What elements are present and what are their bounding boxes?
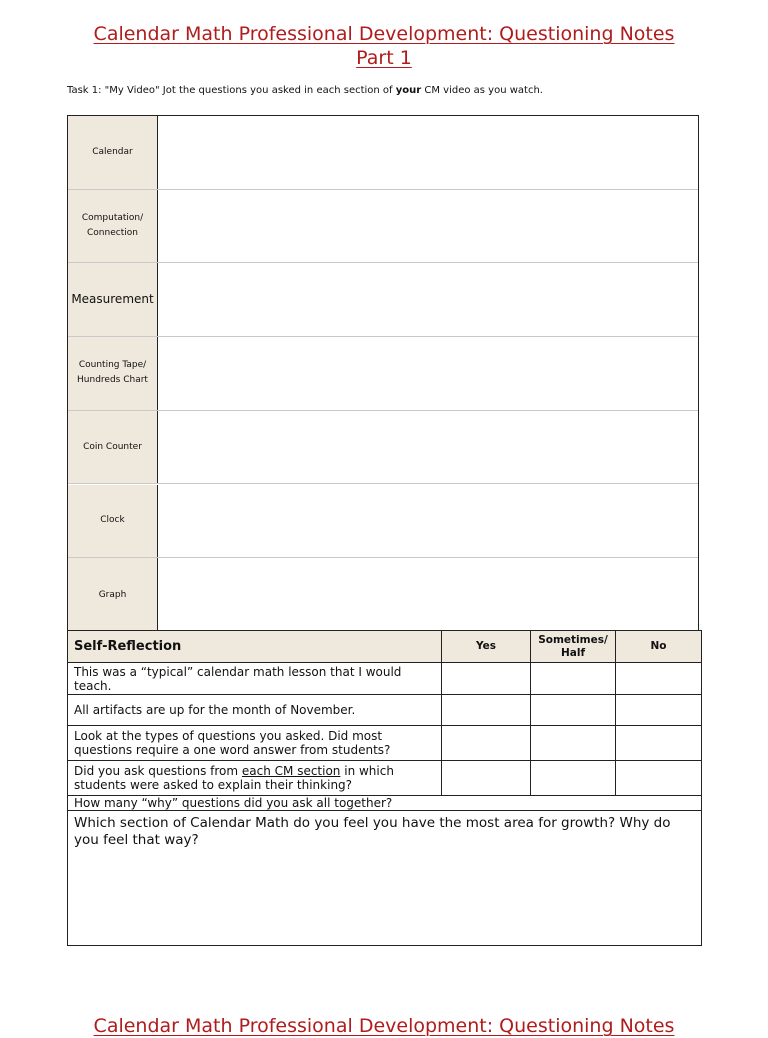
notes-cell-counting-tape[interactable] [158, 337, 698, 410]
notes-cell-computation[interactable] [158, 190, 698, 263]
column-sometimes-half [531, 631, 616, 663]
reflection-row [68, 726, 702, 761]
section-label-text: Coin Counter [83, 441, 142, 452]
section-row-counting-tape [68, 337, 698, 411]
section-row-clock [68, 485, 698, 559]
why-questions-prompt[interactable]: How many “why” questions did you ask all together? [68, 796, 702, 811]
section-row-measurement [68, 263, 698, 337]
answer-sometimes-cell[interactable] [531, 663, 616, 695]
reflection-question: This was a “typical” calendar math lesson that I would teach. [68, 663, 442, 695]
question-underlined-text: each CM section [241, 764, 341, 778]
section-row-computation [68, 190, 698, 264]
answer-no-cell[interactable] [616, 726, 702, 761]
reflection-question: All artifacts are up for the month of November. [68, 695, 442, 726]
question-text: Did you ask questions from [74, 764, 242, 778]
task-emphasis: your [395, 85, 422, 96]
title-line-2: Part 1 [356, 47, 412, 69]
section-label-text: Measurement [71, 292, 154, 307]
title-line-1: Calendar Math Professional Development: Questioning Notes [93, 23, 675, 45]
task-instructions [67, 85, 543, 96]
section-label-text: Counting Tape/ [78, 360, 147, 371]
answer-sometimes-cell[interactable] [531, 726, 616, 761]
column-yes: Yes [442, 631, 531, 663]
reflection-row [68, 663, 702, 695]
page-title [40, 22, 728, 70]
reflection-question [68, 761, 442, 796]
section-row-calendar [68, 116, 698, 190]
section-label [68, 485, 158, 558]
notes-cell-measurement[interactable] [158, 263, 698, 336]
section-label [68, 558, 158, 632]
section-label [68, 263, 158, 336]
notes-cell-graph[interactable] [158, 558, 698, 632]
self-reflection-heading: Self-Reflection [68, 631, 442, 663]
section-label [68, 337, 158, 410]
section-label [68, 411, 158, 484]
answer-yes-cell[interactable] [442, 695, 531, 726]
question-text: Look at the types of questions you asked. Did most [74, 729, 383, 743]
reflection-row-why-count [68, 796, 702, 811]
answer-yes-cell[interactable] [442, 761, 531, 796]
column-sometimes-text: Sometimes/ [538, 633, 608, 646]
section-row-coin-counter [68, 411, 698, 485]
answer-sometimes-cell[interactable] [531, 761, 616, 796]
section-label-text: Clock [100, 515, 125, 526]
notes-cell-coin-counter[interactable] [158, 411, 698, 484]
answer-no-cell[interactable] [616, 663, 702, 695]
question-text: in which [340, 764, 394, 778]
reflection-row [68, 761, 702, 796]
answer-no-cell[interactable] [616, 761, 702, 796]
answer-yes-cell[interactable] [442, 726, 531, 761]
reflection-question [68, 726, 442, 761]
next-page-title: Calendar Math Professional Development: Questioning Notes [93, 1015, 675, 1037]
growth-area-prompt[interactable]: Which section of Calendar Math do you feel you have the most area for growth? Why do you feel that way? [68, 811, 702, 946]
section-row-graph [68, 558, 698, 632]
task-prefix: Task 1: "My Video" Jot the questions you asked in each section of [67, 85, 396, 96]
notes-cell-clock[interactable] [158, 485, 698, 558]
reflection-row-growth [68, 811, 702, 946]
video-notes-grid [67, 115, 699, 631]
column-no: No [616, 631, 702, 663]
self-reflection-table [67, 630, 702, 946]
task-suffix: CM video as you watch. [421, 85, 543, 96]
column-half-text: Half [560, 646, 586, 659]
notes-cell-calendar[interactable] [158, 116, 698, 189]
reflection-row [68, 695, 702, 726]
section-label-text: Connection [87, 228, 138, 239]
answer-yes-cell[interactable] [442, 663, 531, 695]
answer-sometimes-cell[interactable] [531, 695, 616, 726]
section-label-text: Hundreds Chart [77, 375, 148, 386]
question-text: students were asked to explain their thinking? [74, 778, 353, 792]
section-label [68, 190, 158, 263]
section-label-text: Graph [98, 589, 127, 600]
section-label [68, 116, 158, 189]
section-label-text: Calendar [92, 146, 133, 157]
self-reflection-header [68, 631, 702, 663]
answer-no-cell[interactable] [616, 695, 702, 726]
question-text: questions require a one word answer from students? [74, 743, 391, 757]
section-label-text: Computation/ [81, 213, 144, 224]
